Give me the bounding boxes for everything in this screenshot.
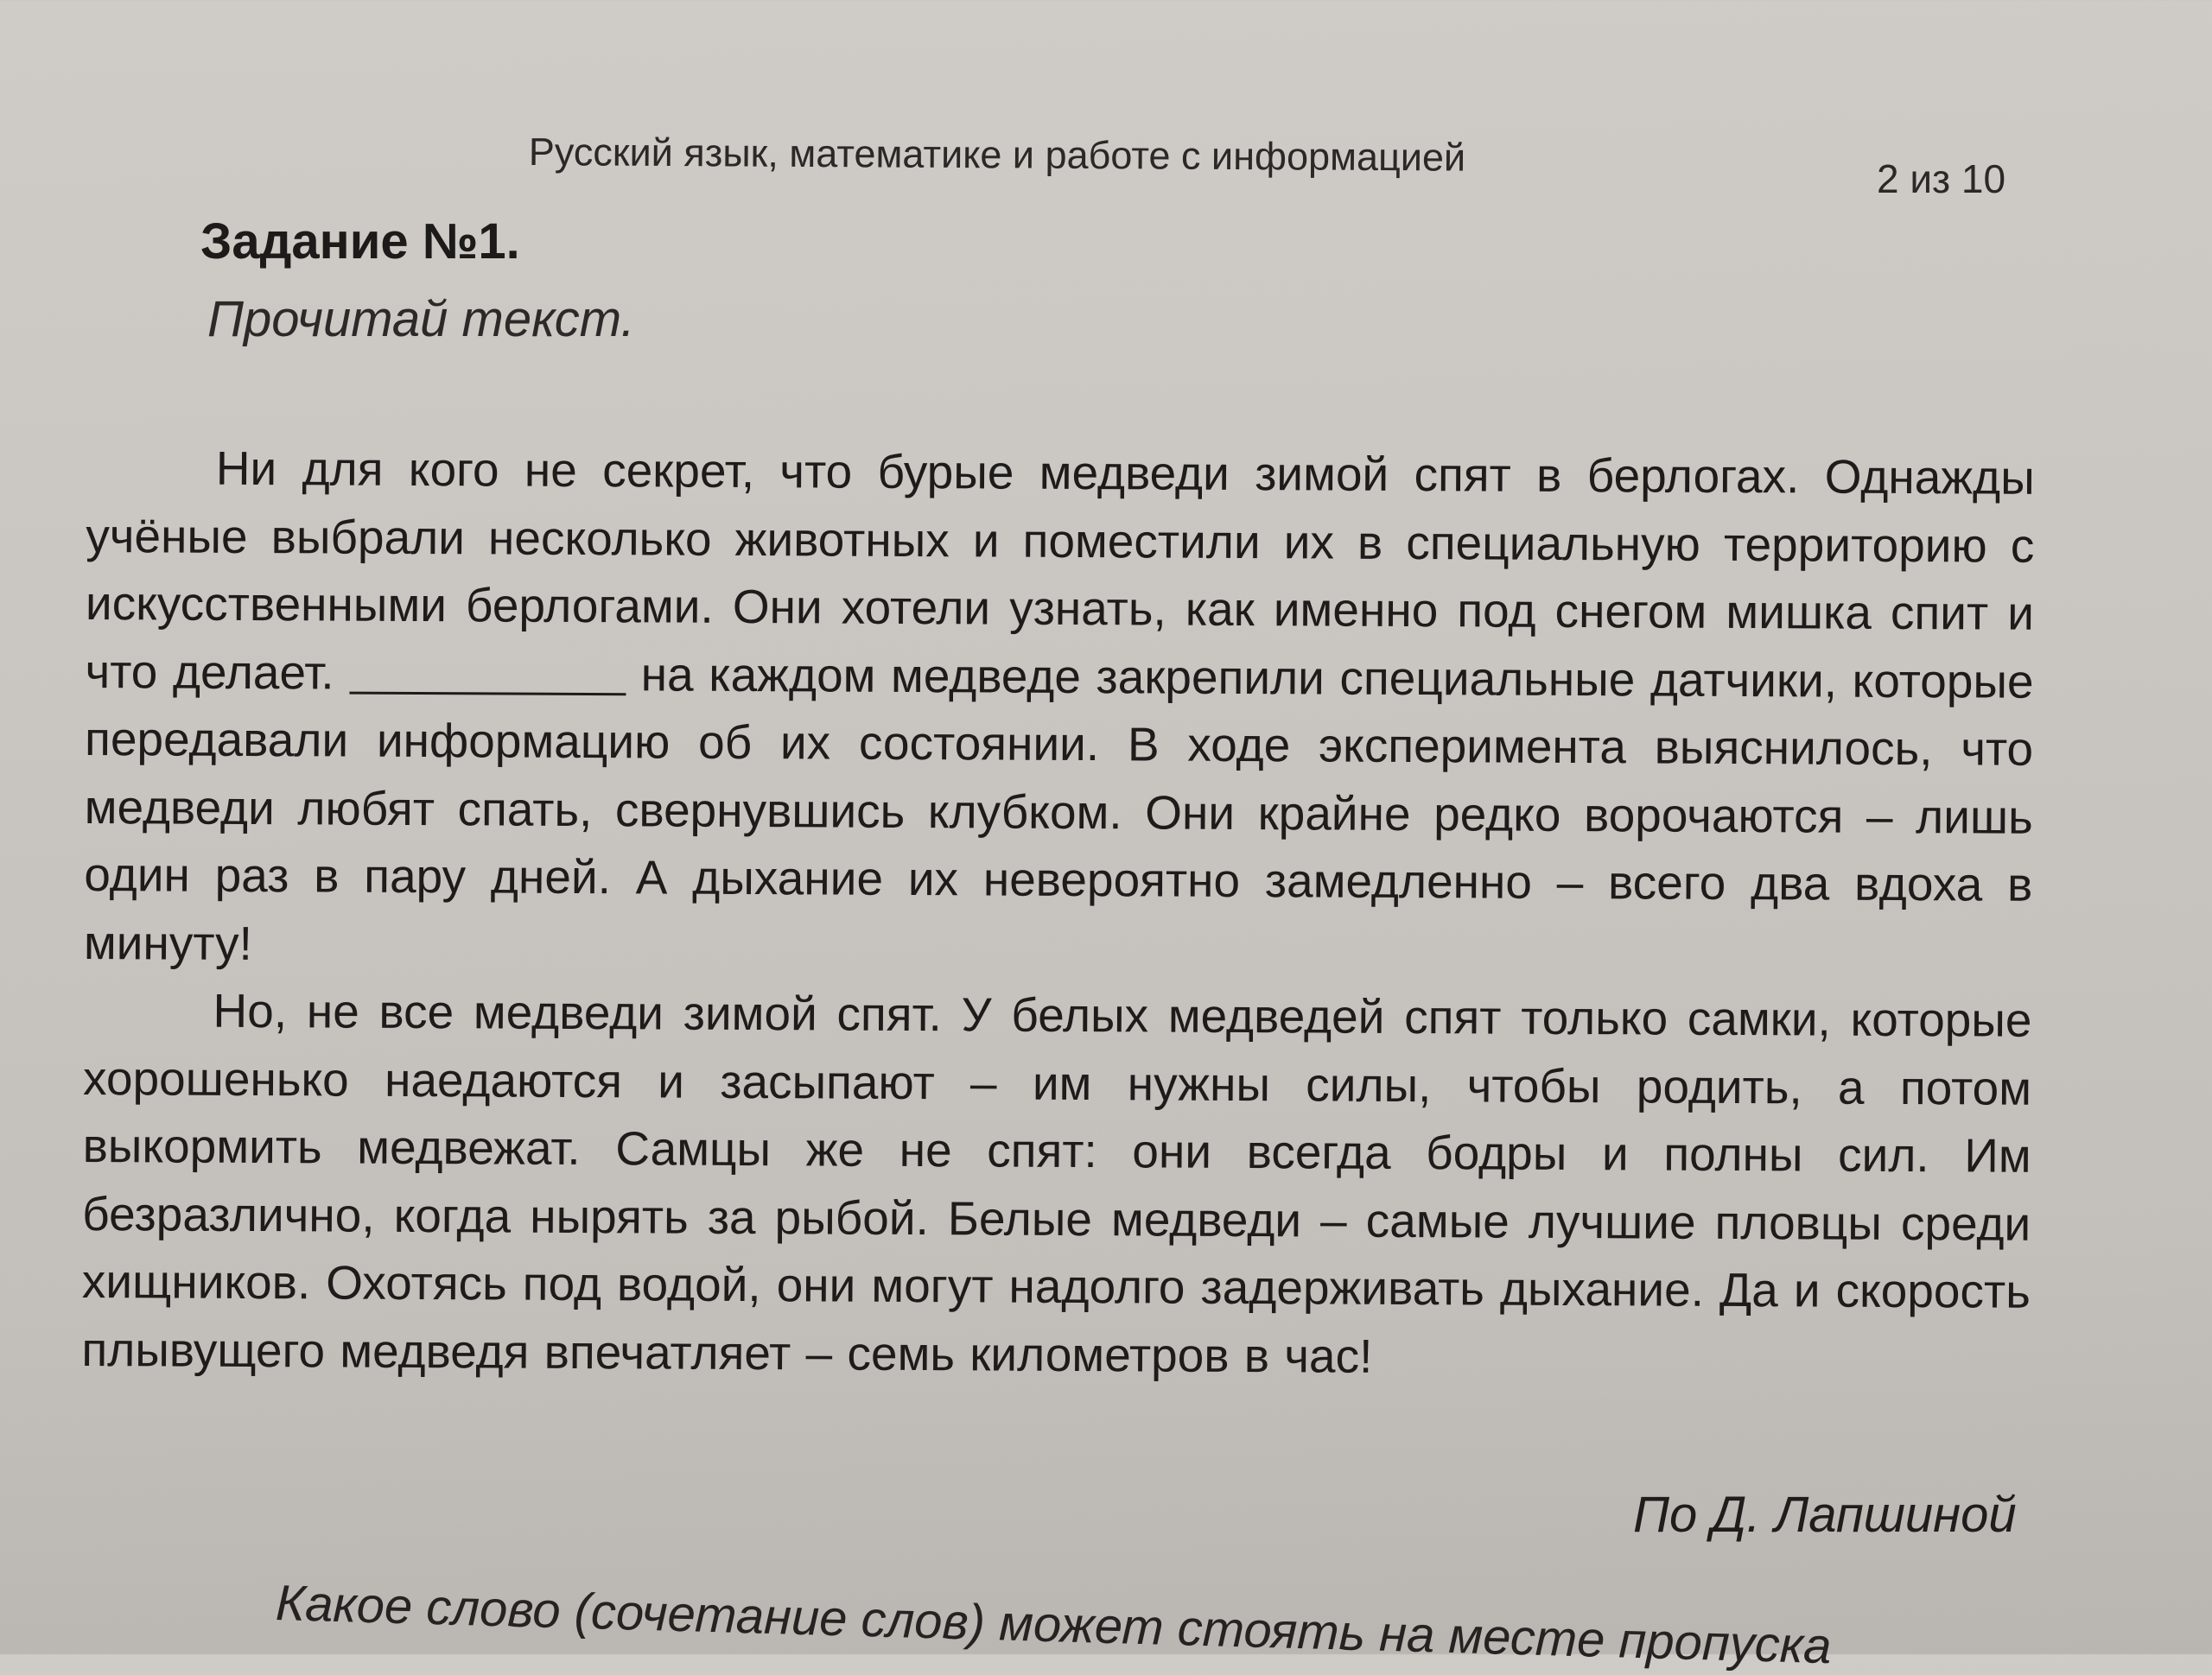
answer-blank — [349, 644, 626, 695]
page-header-title: Русский язык, математике и работе с информацией — [528, 130, 1466, 180]
task-instruction: Прочитай текст. — [207, 291, 635, 347]
paragraph-1-part-2: на каждом медведе закрепили специальные датчики, которые передавали информацию об их состоянии. В ходе эксперимента выяснилось, что медведи любят спать, свернувшись клубком. Они крайне редко ворочаются – лишь один раз в пару дней. А дыхание их невероятно замедленно – всего два вдоха в минуту! — [83, 646, 2034, 970]
paragraph-2-text: Но, не все медведи зимой спят. У белых медведей спят только самки, которые хорошенько наедаются и засыпают – им нужны силы, чтобы родить, а потом выкормить медвежат. Самцы же не спят: они всегда бодры и полны сил. Им безразлично, когда нырять за рыбой. Белые медведи – самые лучшие пловцы среди хищников. Охотясь под водой, они могут надолго задерживать дыхание. Да и скорость плывущего медведя впечатляет – семь километров в час! — [81, 983, 2032, 1383]
page-number: 2 из 10 — [1877, 156, 2006, 201]
paragraph-1 — [84, 434, 2035, 987]
task-title: Задание №1. — [200, 213, 520, 270]
paragraph-1-part-1: Ни для кого не секрет, что бурые медведи зимой спят в берлогах. Однажды учёные выбрали несколько животных и поместили их в специальную территорию с искусственными берлогами. Они хотели узнать, как именно под снегом мишка спит и что делает. — [85, 441, 2035, 700]
reading-text — [81, 434, 2035, 1393]
text-author: По Д. Лапшиной — [1633, 1487, 2017, 1543]
paragraph-2 — [81, 976, 2031, 1393]
question-text: Какое слово (сочетание слов) может стоять на месте пропуска — [275, 1574, 1833, 1675]
